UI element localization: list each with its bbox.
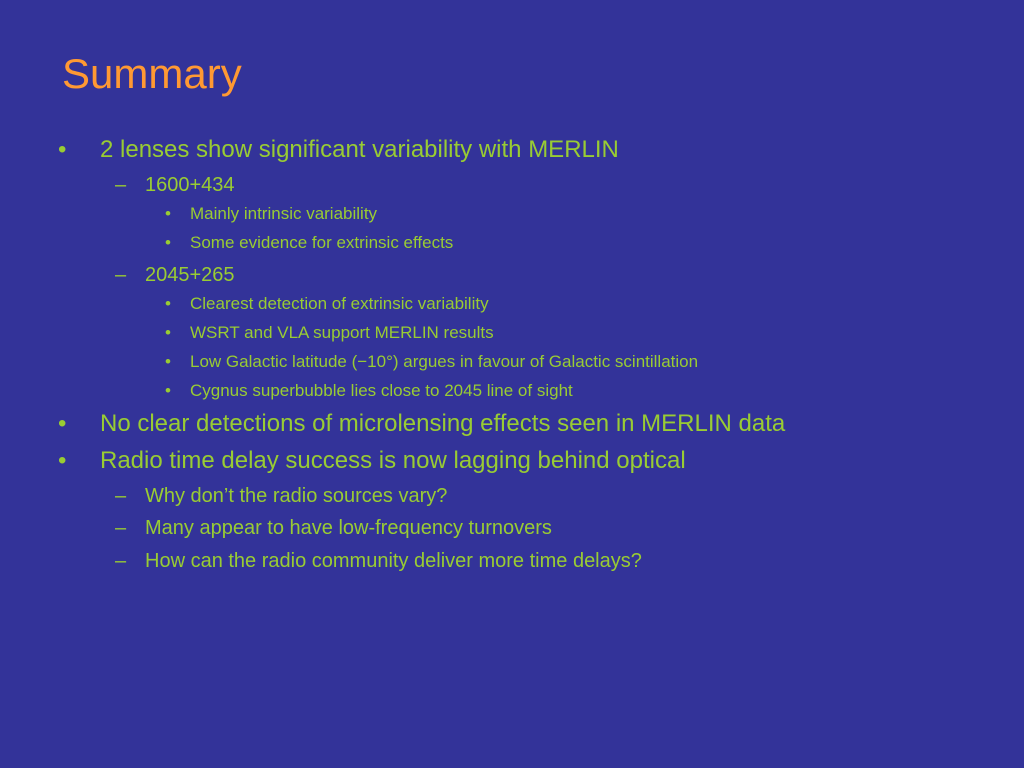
sub-sub-bullet-text: Cygnus superbubble lies close to 2045 line of sight — [190, 381, 573, 400]
sub-sub-bullet-text: Clearest detection of extrinsic variability — [190, 294, 489, 313]
bullet-marker: • — [58, 136, 67, 163]
sub-bullet-2045-265 — [115, 262, 235, 288]
sub-sub-bullet — [165, 322, 494, 344]
sub-bullet-text: Many appear to have low-frequency turnovers — [145, 517, 552, 539]
bullet-marker: • — [165, 323, 171, 342]
bullet-marker: • — [58, 447, 67, 474]
bullet-1 — [58, 135, 619, 165]
sub-sub-bullet — [165, 203, 378, 225]
bullet-marker: • — [58, 410, 67, 437]
bullet-marker: • — [165, 381, 171, 400]
sub-bullet-text: 2045+265 — [145, 264, 235, 286]
dash-marker: – — [115, 264, 127, 286]
sub-bullet-text: 1600+434 — [145, 174, 235, 196]
dash-marker: – — [115, 485, 127, 507]
sub-bullet-1600-434 — [115, 172, 235, 198]
bullet-1-text: 2 lenses show significant variability with MERLIN — [100, 136, 619, 163]
sub-sub-bullet-text: WSRT and VLA support MERLIN results — [190, 323, 494, 342]
dash-marker: – — [115, 517, 127, 539]
slide-title: Summary — [62, 50, 242, 97]
sub-bullet-text: Why don’t the radio sources vary? — [145, 485, 448, 507]
sub-bullet — [115, 515, 552, 541]
sub-sub-bullet-text: Mainly intrinsic variability — [190, 204, 378, 223]
sub-sub-bullet — [165, 351, 699, 373]
sub-sub-bullet-text: Low Galactic latitude (−10°) argues in favour of Galactic scintillation — [190, 352, 699, 371]
dash-marker: – — [115, 174, 127, 196]
sub-sub-bullet-text: Some evidence for extrinsic effects — [190, 233, 454, 252]
dash-marker: – — [115, 550, 127, 572]
bullet-marker: • — [165, 352, 171, 371]
sub-sub-bullet — [165, 380, 573, 402]
sub-sub-bullet — [165, 232, 454, 254]
bullet-3 — [58, 446, 686, 476]
bullet-marker: • — [165, 294, 171, 313]
sub-bullet — [115, 548, 642, 574]
sub-bullet — [115, 483, 448, 509]
bullet-marker: • — [165, 204, 171, 223]
bullet-2 — [58, 409, 786, 439]
sub-sub-bullet — [165, 293, 489, 315]
bullet-2-text: No clear detections of microlensing effects seen in MERLIN data — [100, 410, 786, 437]
sub-bullet-text: How can the radio community deliver more time delays? — [145, 550, 642, 572]
bullet-3-text: Radio time delay success is now lagging behind optical — [100, 447, 686, 474]
bullet-marker: • — [165, 233, 171, 252]
